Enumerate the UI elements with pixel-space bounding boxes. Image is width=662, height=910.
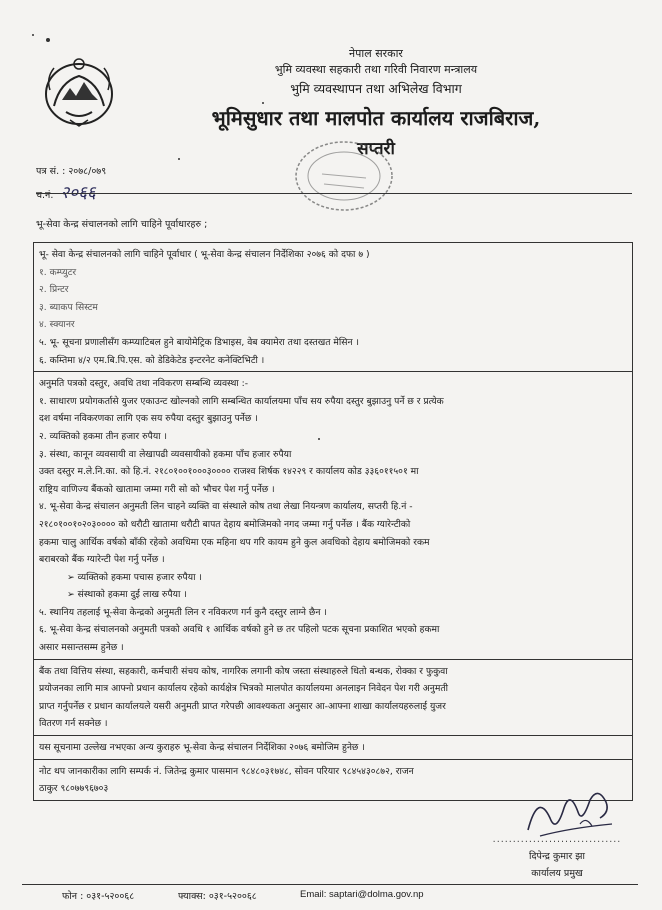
permit-line: १. साधारण प्रयोगकर्तासे युजर एकाउन्ट खोल्नको लागि सम्बन्धित कार्यालयमा पाँच सय रुपैया दस्तुर बुझाउनु पर्ने छ र प्रत्येक [39,395,444,407]
scan-speck [178,158,180,160]
permit-line: उक्त दस्तुर म.ले.नि.का. को हि.नं. २१८०१००१०००३०००० राजश्व शिर्षक १४२२९ र कार्यालय कोड ३३६०११५०१ मा [39,466,419,478]
header-office: भूमिसुधार तथा मालपोत कार्यालय राजबिराज, [211,106,541,130]
permit-line: असार मसान्तसम्म हुनेछ । [39,642,124,654]
permit-line: २. व्यक्तिको हकमा तीन हजार रुपैया । [39,430,167,442]
reference-label: च.नं. [36,190,54,201]
permit-section [34,372,632,660]
infra-item: २. प्रिन्टर [39,284,69,296]
fiscal-year-label: पत्र सं. : [36,166,66,177]
permit-bullet: ➢ व्यक्तिको हकमा पचास हजार रुपैया । [67,571,202,583]
footer-fax: फ्याक्स: ०३१-५२००६८ [178,891,257,902]
header-ministry: भुमि व्यवस्था सहकारी तथा गरिवी निवारण मन्त्रालय [274,63,478,76]
infra-title: भू- सेवा केन्द्र संचालनको लागि चाहिने पूर्वाधार ( भू-सेवा केन्द्र संचालन निर्देशिका २०७६ को दफा ७ ) [39,249,370,260]
infra-item: ५. भू- सूचना प्रणालीसँग कम्प्याटिबल हुने बायोमेट्रिक डिभाइस, वेब क्यामेरा तथा दस्तखत मेसिन । [39,336,359,348]
scan-speck [46,38,50,42]
permit-line: ६. भू-सेवा केन्द्र संचालनको अनुमती पत्रको अवधि १ आर्थिक वर्षको हुने छ तर पहिलो पटक सूचना प्रकाशित भएको हकमा [39,624,440,636]
office-stamp-icon [282,128,412,218]
permit-line: ३. संस्था, कानून व्यवसायी वा लेखापढी व्यवसायीको हकमा पाँच हजार रुपैया [39,448,292,460]
fiscal-year-value: २०७८/०७९ [68,166,107,177]
footer-email[interactable]: Email: saptari@dolma.gov.np [300,889,424,900]
header-government: नेपाल सरकार [349,47,403,60]
contact-line: नोट थप जानकारीका लागि सम्पर्क नं. जितेन्द्र कुमार पासमान ९८४८०३१७४८, सोवन परियार ९८४५४३०८७२, राजन [39,765,414,777]
fiscal-year [36,164,106,177]
permit-title: अनुमति पत्रको दस्तुर, अवधि तथा नविकरण सम्बन्धि व्यवस्था :- [39,378,249,390]
bank-line: प्राप्त गर्नुपर्नेछ र प्रधान कार्यालयले यसरी अनुमती प्राप्त गरेपछी आवश्यकता अनुसार आ-आफ्ना शाखा कार्यालयहरुलाई युजर [39,700,446,712]
notice-section [34,736,632,760]
permit-line: बराबरको बैंक ग्यारेन्टी पेश गर्नु पर्नेछ । [39,554,165,566]
permit-line: हकमा चालु आर्थिक वर्षको बाँकी रहेको अवधिमा एक महिना थप गरि कायम हुने कुल अवधिको देहाय बमोजिमको रकम [39,536,430,548]
contact-line: ठाकुर ९८०७७९६७०३ [39,783,109,795]
infra-section [34,243,632,372]
footer-phone: फोन : ०३१-५२००६८ [62,891,135,902]
intro-text: भू-सेवा केन्द्र संचालनको लागि चाहिने पूर्वाधारहरु ; [36,219,208,230]
scan-speck [318,438,320,440]
permit-line: दश वर्षमा नविकरणका लागि एक सय रुपैया दस्तुर बुझाउनु पर्नेछ । [39,413,258,425]
infra-item: ३. ब्याकप सिस्टम [39,301,98,313]
header-district: सप्तरी [357,139,395,159]
bank-line: वितरण गर्न सक्नेछ । [39,718,108,730]
nepal-emblem-icon [40,54,118,128]
reference-value: २०६६ [60,183,96,203]
permit-bullet: ➢ संस्थाको हकमा दुई लाख रुपैया । [67,589,187,601]
bank-section [34,660,632,736]
bank-line: प्रयोजनका लागि मात्र आफ्नो प्रधान कार्यालय रहेको कार्यक्षेत्र भित्रको मालपोत कार्यालयमा अनलाइन निवेदन पेश गरी अनुमती [39,683,449,695]
permit-line: ५. स्थानिय तहलाई भू-सेवा केन्द्रको अनुमती लिन र नविकरण गर्न कुनै दस्तुर लाग्ने छैन । [39,606,327,618]
requirements-table [33,242,633,801]
notice-line: यस सूचनामा उल्लेख नभएका अन्य कुराहरु भू-सेवा केन्द्र संचालन निर्देशिका २०७६ बमोजिम हुनेछ । [39,742,365,754]
permit-line: २१८०१००१०२०३०००० को धरौटी खातामा धरौटी बापत देहाय बमोजिमको नगद जम्मा गर्नु पर्नेछ । बैंक ग्यारेन्टीको [39,518,411,530]
reference-number [36,180,96,203]
header-divider [36,193,632,194]
infra-item: ६. कम्तिमा ४/२ एम.बि.पि.एस. को डेडिकेटेड इन्टरनेट कनेक्टिभिटी । [39,354,265,366]
signatory-name: दिपेन्द्र कुमार झा [529,851,585,862]
permit-line: ४. भू-सेवा केन्द्र संचालन अनुमती लिन चाहने व्यक्ति वा संस्थाले कोष तथा लेखा नियन्त्रण कार्यालय, सप्तरी हि.नं - [39,501,413,513]
scan-speck [262,102,264,104]
scan-speck [32,34,34,36]
infra-item: ४. स्क्यानर [39,319,75,331]
footer-divider [22,884,638,885]
permit-line: राष्ट्रिय वाणिज्य बैंकको खातामा जम्मा गरी सो को भौचर पेश गर्नु पर्नेछ । [39,483,275,495]
header-department: भुमि व्यवस्थापन तथा अभिलेख विभाग [290,81,462,96]
signature-dots: ................................ [492,834,622,845]
infra-item: १. कम्प्युटर [39,266,77,278]
bank-line: बैंक तथा वित्तिय संस्था, सहकारी, कर्मचारी संचय कोष, नागरिक लगानी कोष जस्ता संस्थाहरुले धितो बन्धक, रोक्का र फुकुवा [39,665,448,677]
signatory-title: कार्यालय प्रमुख [531,868,583,879]
